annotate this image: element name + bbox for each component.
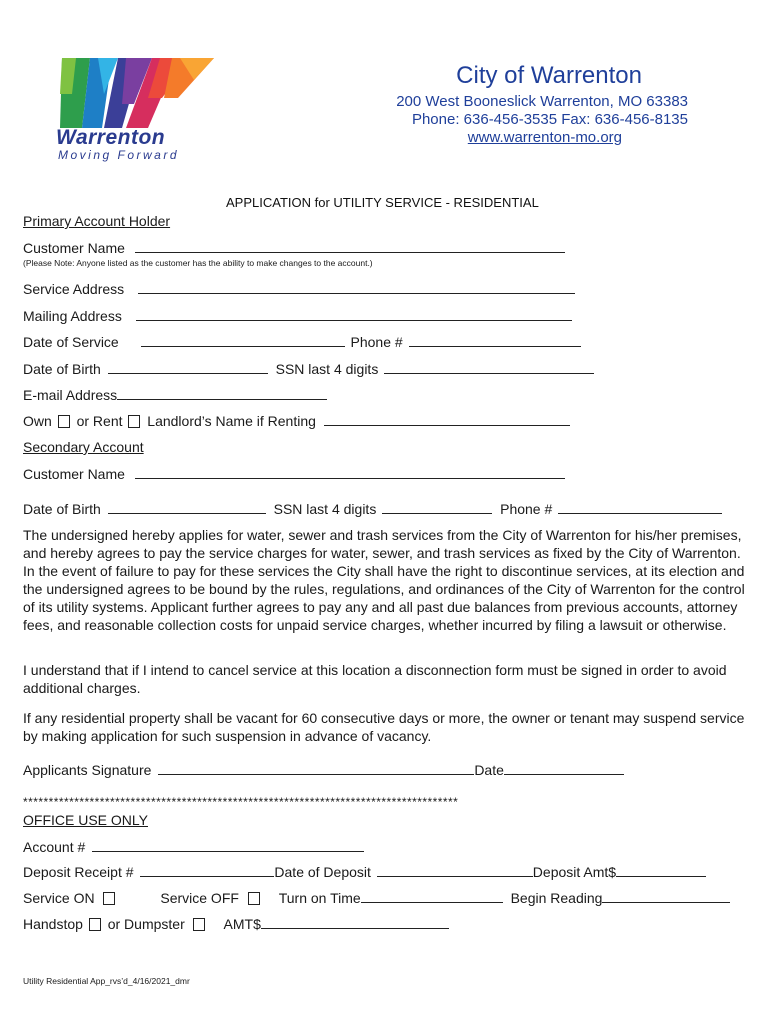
secondary-dob-row: [23, 500, 722, 518]
city-website-link[interactable]: www.warrenton-mo.org: [467, 129, 622, 146]
office-heading: OFFICE USE ONLY: [23, 812, 148, 828]
label: Landlord’s Name if Renting: [147, 413, 316, 429]
signature-field[interactable]: [158, 761, 474, 775]
label: or Dumpster: [107, 916, 185, 932]
secondary-heading: Secondary Account: [23, 439, 144, 455]
deposit-amt-field[interactable]: [616, 863, 706, 877]
service-address-field[interactable]: [138, 280, 575, 294]
label: Service Address: [23, 281, 125, 297]
own-checkbox[interactable]: [58, 415, 70, 428]
label: or Rent: [76, 413, 123, 429]
label: Account #: [23, 839, 86, 855]
label: SSN last 4 digits: [275, 361, 379, 377]
label: Own: [23, 413, 52, 429]
signature-row: [23, 761, 624, 779]
label: Date of Deposit: [274, 864, 371, 880]
city-address: 200 West Booneslick Warrenton, MO 63383: [396, 93, 688, 110]
logo-name: Warrenton: [56, 126, 166, 149]
cancellation-paragraph: I understand that if I intend to cancel service at this location a disconnection form must be signed in order to avoid additional charges.: [23, 662, 727, 696]
form-title: APPLICATION for UTILITY SERVICE - RESIDENTIAL: [226, 195, 539, 210]
label: Mailing Address: [23, 308, 122, 324]
deposit-receipt-field[interactable]: [140, 863, 274, 877]
label: Phone #: [500, 501, 553, 517]
email-field[interactable]: [117, 386, 327, 400]
primary-dob-row: [23, 360, 594, 378]
label: Phone #: [350, 334, 403, 350]
agreement-paragraph: The undersigned hereby applies for water, sewer and trash services from the City of Warrenton for his/her premises, and hereby agrees to pay the service charges for water, sewer, and trash services as fixed by the City of Warrenton. In the event of failure to pay for these services the City shall have the right to discontinue services, at its election and the undersigned agrees to be bound by the rules, regulations, and ordinances of the City of Warrenton for the control of its utility systems. Applicant further agrees to pay any and all past due balances from previous accounts, attorney fees, and reasonable collection costs for unpaid service charges, whether incurred by filing a lawsuit or otherwise.: [23, 527, 745, 633]
label: Applicants Signature: [23, 762, 152, 778]
landlord-name-field[interactable]: [324, 412, 570, 426]
city-logo: [52, 54, 217, 164]
primary-heading: Primary Account Holder: [23, 213, 171, 229]
secondary-phone-field[interactable]: [558, 500, 722, 514]
rent-checkbox[interactable]: [128, 415, 140, 428]
primary-ssn-field[interactable]: [384, 360, 594, 374]
label: Handstop: [23, 916, 83, 932]
service-off-checkbox[interactable]: [248, 892, 260, 905]
service-address-row: [23, 280, 575, 298]
label: Turn on Time: [278, 890, 361, 906]
date-of-deposit-field[interactable]: [377, 863, 533, 877]
handstop-row: [23, 915, 449, 933]
label: SSN last 4 digits: [273, 501, 377, 517]
date-of-service-row: [23, 333, 581, 351]
vacancy-paragraph: If any residential property shall be vacant for 60 consecutive days or more, the owner or tenant may suspend service by making application for such suspension in advance of vacancy.: [23, 710, 745, 744]
primary-customer-name-field[interactable]: [135, 239, 565, 253]
label: Deposit Amt$: [532, 864, 617, 880]
service-row: [23, 889, 730, 907]
primary-dob-field[interactable]: [108, 360, 268, 374]
label: Date of Birth: [23, 501, 101, 517]
secondary-ssn-field[interactable]: [382, 500, 492, 514]
label: Deposit Receipt #: [23, 864, 134, 880]
city-title: City of Warrenton: [456, 62, 642, 89]
label: AMT$: [223, 916, 261, 932]
mailing-address-field[interactable]: [136, 307, 572, 321]
city-phone-fax: Phone: 636-456-3535 Fax: 636-456-8135: [411, 111, 688, 128]
handstop-checkbox[interactable]: [89, 918, 101, 931]
primary-customer-name-row: [23, 239, 565, 257]
mailing-address-row: [23, 307, 572, 325]
secondary-dob-field[interactable]: [108, 500, 266, 514]
primary-phone-field[interactable]: [409, 333, 581, 347]
date-of-service-field[interactable]: [141, 333, 345, 347]
label: Service ON: [23, 890, 95, 906]
label: Customer Name: [23, 466, 125, 482]
amt-field[interactable]: [261, 915, 449, 929]
service-on-checkbox[interactable]: [103, 892, 115, 905]
label: Customer Name: [23, 240, 125, 256]
customer-note: (Please Note: Anyone listed as the customer has the ability to make changes to the account.): [23, 258, 373, 268]
label: Date of Birth: [23, 361, 101, 377]
signature-date-field[interactable]: [504, 761, 624, 775]
begin-reading-field[interactable]: [602, 889, 730, 903]
secondary-customer-name-field[interactable]: [135, 465, 565, 479]
email-row: [23, 386, 327, 404]
label: Date: [474, 762, 504, 778]
account-row: [23, 838, 364, 856]
label: Date of Service: [23, 334, 119, 350]
turn-on-time-field[interactable]: [361, 889, 503, 903]
own-rent-row: [23, 412, 570, 430]
label: Begin Reading: [510, 890, 603, 906]
deposit-row: [23, 863, 706, 881]
separator: *************************************************************************************: [23, 795, 459, 809]
dumpster-checkbox[interactable]: [193, 918, 205, 931]
label: E-mail Address: [23, 387, 118, 403]
account-field[interactable]: [92, 838, 364, 852]
logo-tagline: Moving Forward: [58, 148, 180, 162]
secondary-customer-name-row: [23, 465, 565, 483]
label: Service OFF: [160, 890, 239, 906]
footer-note: Utility Residential App_rvs’d_4/16/2021_dmr: [23, 976, 190, 986]
